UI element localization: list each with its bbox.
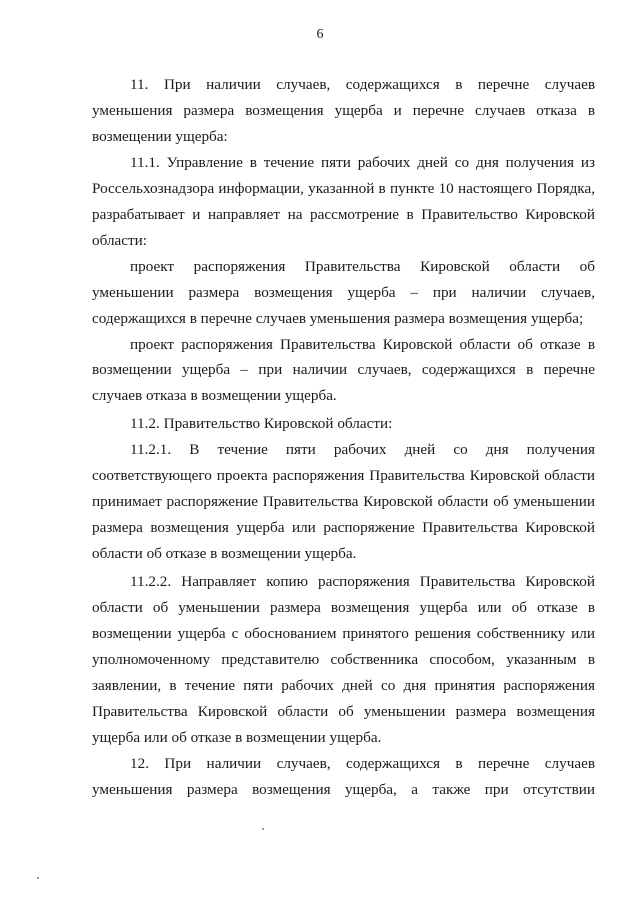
paragraph-12: 12. При наличии случаев, содержащихся в перечне случаев уменьшения размера возмещения ущерба, а также при отсутствии <box>92 754 595 798</box>
paragraph-draft-refusal: проект распоряжения Правительства Кировской области об отказе в возмещении ущерба – при наличии случаев, содержащихся в перечне случаев отказа в возмещении ущерба. <box>92 335 595 405</box>
document-body <box>92 72 595 803</box>
paragraph-11-1: 11.1. Управление в течение пяти рабочих дней со дня получения из Россельхознадзора информации, указанной в пункте 10 настоящего Порядка, разрабатывает и направляет на рассмотрение в Правительство Кировской области: <box>92 153 595 249</box>
paragraph-11-2-2: 11.2.2. Направляет копию распоряжения Правительства Кировской области об уменьшении размера возмещения ущерба или об отказе в возмещении ущерба с обоснованием принятого решения собственнику или уполномоченному представителю собственника способом, указанным в заявлении, в течение пяти рабочих дней со дня принятия распоряжения Правительства Кировской области об уменьшении размера возмещения ущерба или об отказе в возмещении ущерба. <box>92 573 595 746</box>
paragraph-draft-reduction: проект распоряжения Правительства Кировской области об уменьшении размера возмещения ущерба – при наличии случаев, содержащихся в перечне случаев уменьшения размера возмещения ущерба; <box>92 257 595 327</box>
scan-speck <box>37 877 39 879</box>
scan-speck <box>262 828 264 830</box>
paragraph-11: 11. При наличии случаев, содержащихся в перечне случаев уменьшения размера возмещения ущерба и перечне случаев отказа в возмещении ущерба: <box>92 76 595 145</box>
paragraph-11-2-1: 11.2.1. В течение пяти рабочих дней со дня получения соответствующего проекта распоряжения Правительства Кировской области принимает распоряжение Правительства Кировской области об уменьшении размера возмещения ущерба или распоряжение Правительства Кировской области об отказе в возмещении ущерба. <box>92 441 595 563</box>
paragraph-11-2: 11.2. Правительство Кировской области: <box>130 415 393 433</box>
page-number: 6 <box>316 27 324 42</box>
